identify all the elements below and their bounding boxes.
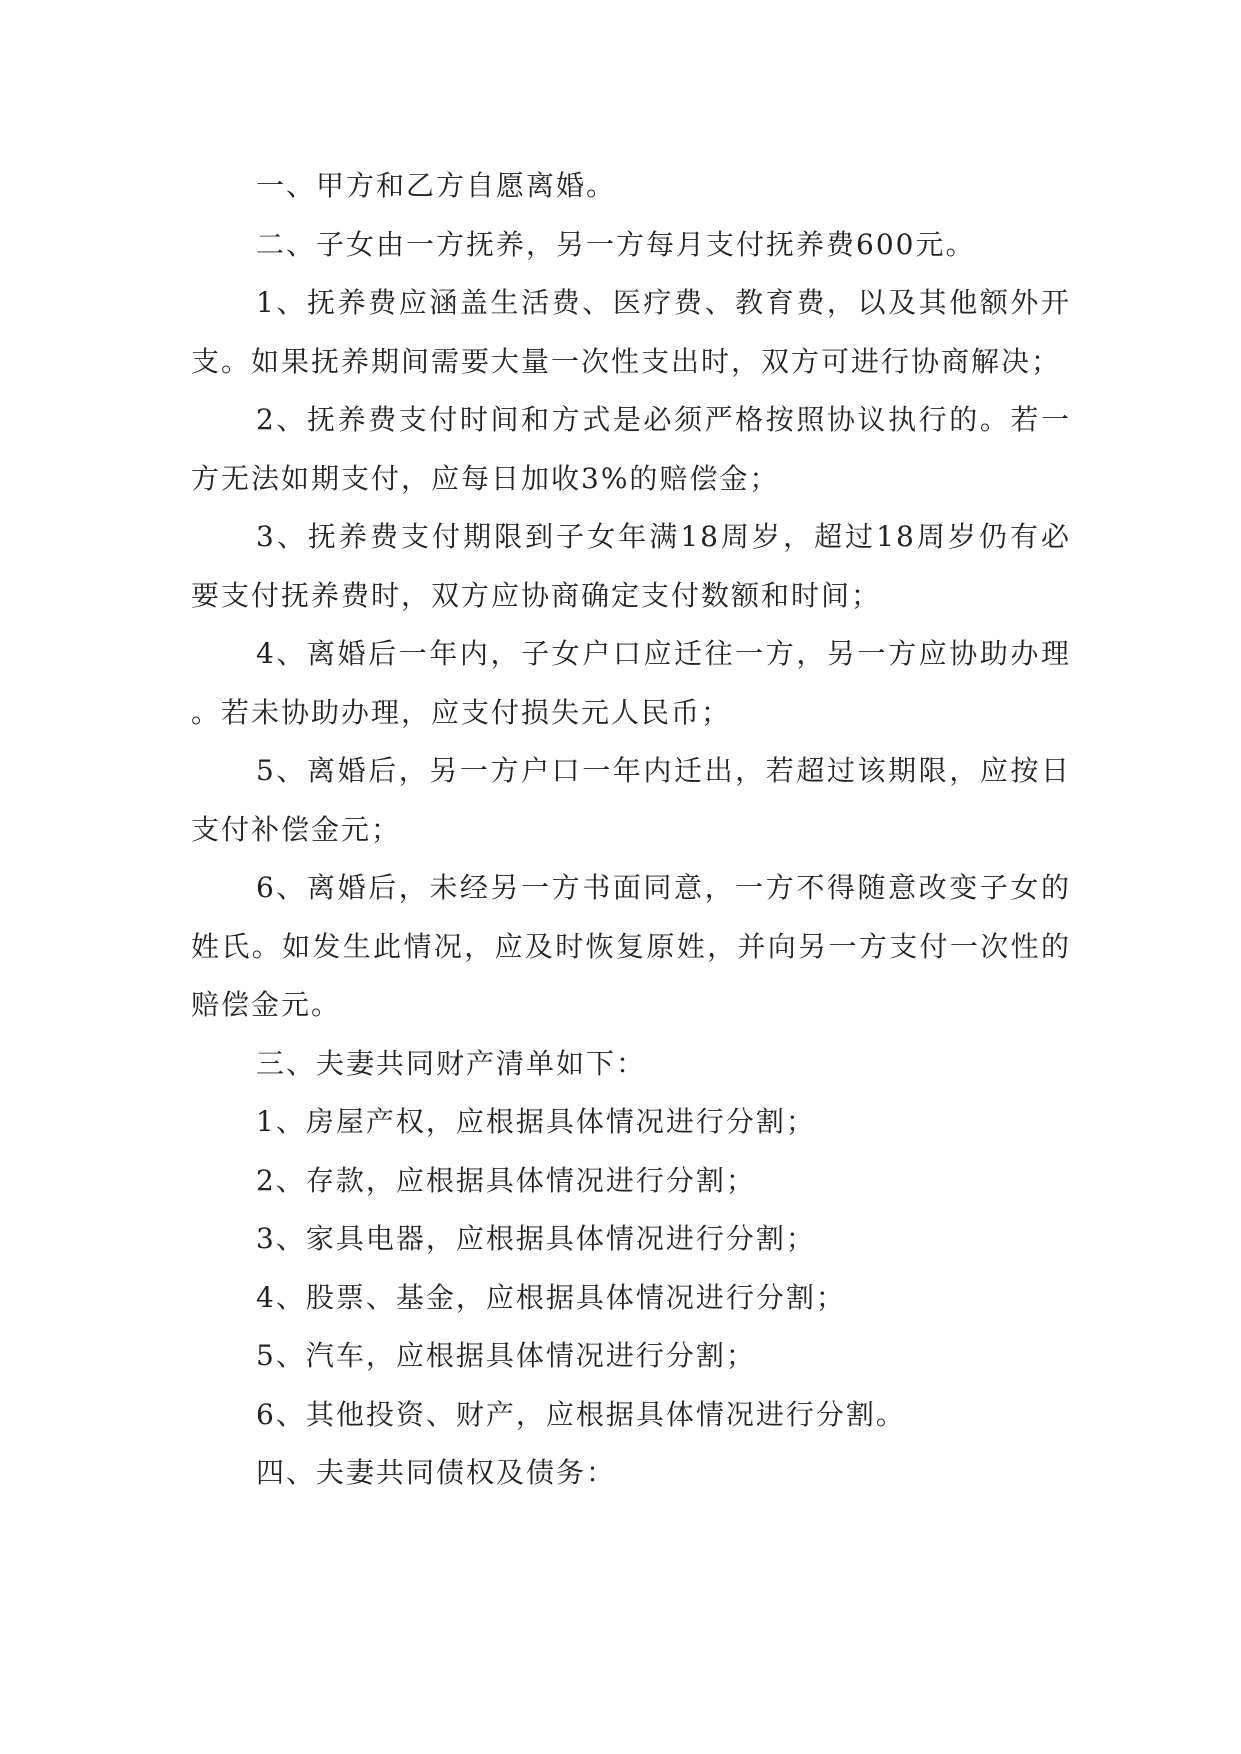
paragraph-1: 一、甲方和乙方自愿离婚。 <box>256 169 617 202</box>
paragraph-5: 3、抚养费支付期限到子女年满18周岁，超过18周岁仍有必要支付抚养费时，双方应协商确定支付数额和时间； <box>191 520 1071 612</box>
document-body <box>191 157 1071 1503</box>
paragraph-9: 三、夫妻共同财产清单如下： <box>256 1046 647 1080</box>
paragraph-15: 6、其他投资、财产，应根据具体情况进行分割。 <box>256 1397 906 1431</box>
paragraph-2: 二、子女由一方抚养，另一方每月支付抚养费600元。 <box>256 227 976 261</box>
paragraph-3: 1、抚养费应涵盖生活费、医疗费、教育费，以及其他额外开支。如果抚养期间需要大量一次性支出时，双方可进行协商解决； <box>191 286 1071 378</box>
paragraph-6: 4、离婚后一年内，子女户口应迁往一方，另一方应协助办理。若未协助办理，应支付损失元人民币； <box>191 637 1071 729</box>
paragraph-10: 1、房屋产权，应根据具体情况进行分割； <box>256 1105 816 1138</box>
paragraph-12: 3、家具电器，应根据具体情况进行分割； <box>256 1222 816 1255</box>
paragraph-8: 6、离婚后，未经另一方书面同意，一方不得随意改变子女的姓氏。如发生此情况，应及时恢复原姓，并向另一方支付一次性的赔偿金元。 <box>191 871 1071 1021</box>
paragraph-14: 5、汽车，应根据具体情况进行分割； <box>256 1339 756 1372</box>
paragraph-11: 2、存款，应根据具体情况进行分割； <box>256 1163 756 1197</box>
paragraph-4: 2、抚养费支付时间和方式是必须严格按照协议执行的。若一方无法如期支付，应每日加收3%的赔偿金； <box>191 403 1071 495</box>
paragraph-7: 5、离婚后，另一方户口一年内迁出，若超过该期限，应按日支付补偿金元； <box>191 754 1071 846</box>
paragraph-13: 4、股票、基金，应根据具体情况进行分割； <box>256 1280 846 1314</box>
paragraph-16: 四、夫妻共同债权及债务： <box>256 1456 617 1489</box>
